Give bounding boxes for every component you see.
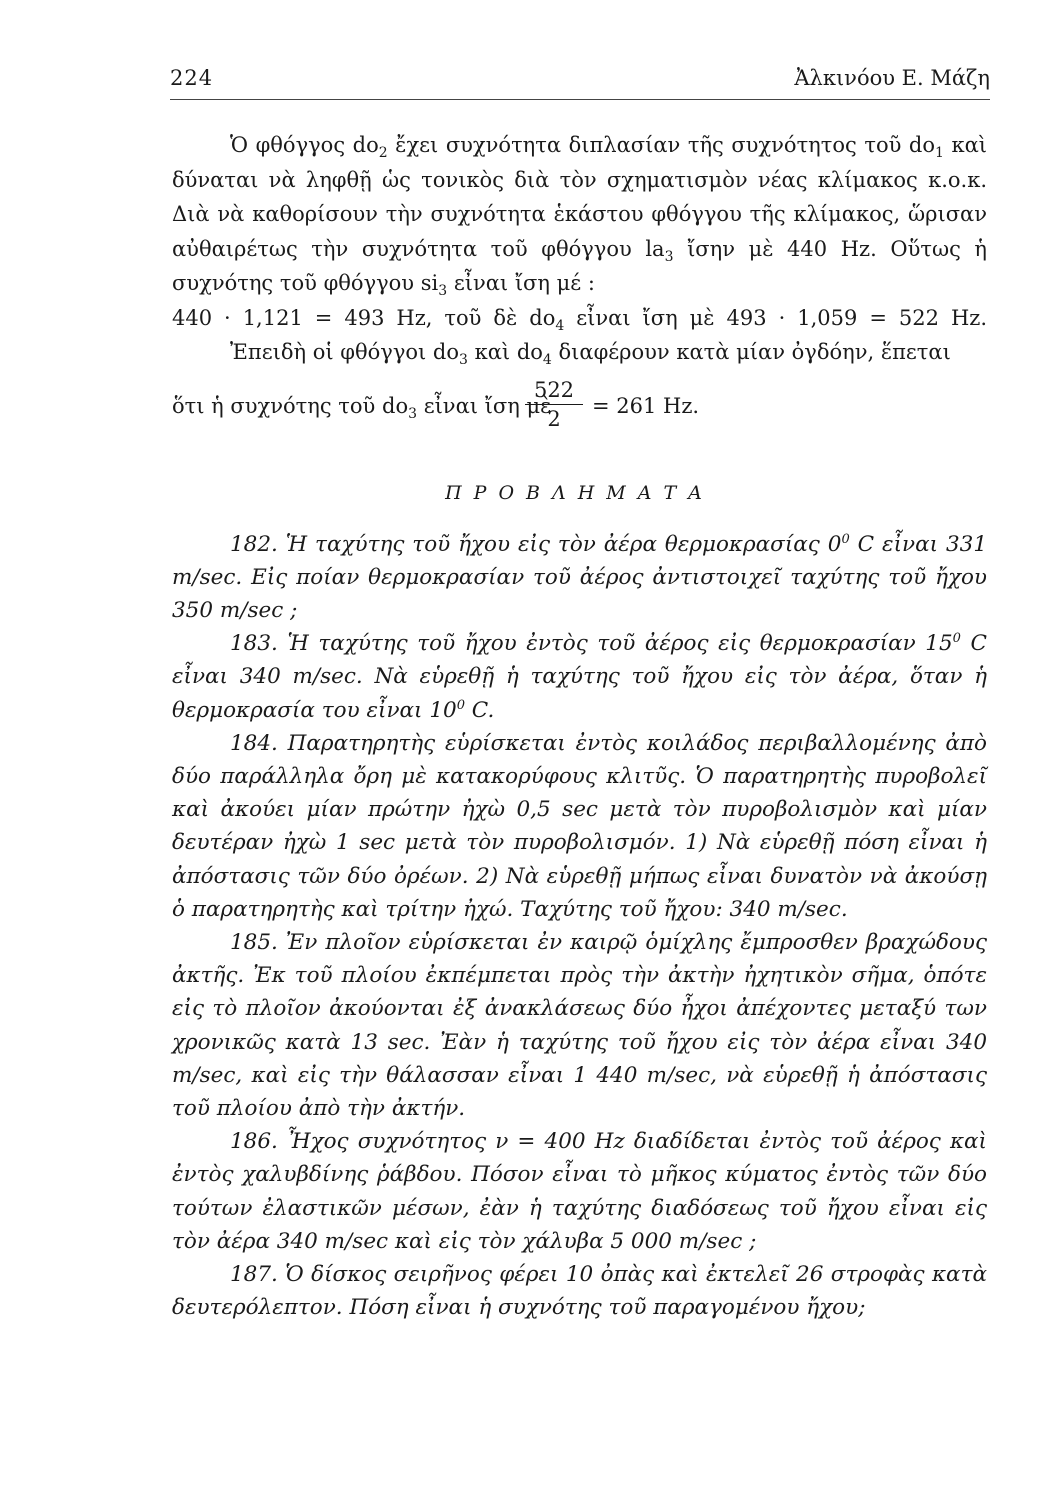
fraction-equation bbox=[172, 376, 987, 436]
intro-calculation: 440 · 1,121 = 493 Hz, τοῦ δὲ $do_4$ εἶναι ἴση μὲ 493 · 1,059 = 522 Hz. bbox=[172, 305, 987, 334]
intro-paragraph-1: Ὁ φθόγγος $do_2$ ἔχει συχνότητα διπλασίαν τῆς συχνότητος τοῦ $do_1$ καὶ δύναται νὰ ληφθῇ ὡς τονικὸς διὰ τὸν σχηματισμὸν νέας κλίμακος κ.ο.κ. Διὰ νὰ καθορίσουν τὴν συχνότητα ἑκάστου φθόγγου τῆς κλίμακος, ὥρισαν αὐθαιρέτως τὴν συχνότητα τοῦ φθόγγου $la_3$ ἴσην μὲ 440 Hz. Οὕτως ἡ συχνότης τοῦ φθόγγου $si_3$ εἶναι ἴση μέ : bbox=[172, 133, 987, 300]
fraction-lead-text: ὅτι ἡ συχνότης τοῦ $do_3$ εἶναι ἴση μὲ bbox=[172, 393, 552, 422]
problem-number: 184. bbox=[230, 730, 278, 756]
running-head-author: Ἀλκινόου Ε. Μάζη bbox=[794, 66, 990, 90]
fraction-numerator: 522 bbox=[525, 376, 583, 405]
page-body bbox=[172, 128, 987, 1324]
problem-number: 183. bbox=[230, 631, 278, 657]
fraction bbox=[525, 376, 583, 433]
fraction-result: = 261 Hz. bbox=[592, 393, 700, 418]
page-number: 224 bbox=[170, 66, 214, 90]
header-rule bbox=[170, 99, 990, 100]
section-title: ΠΡΟΒΛΗΜΑΤΑ bbox=[445, 481, 714, 504]
fraction-denominator: 2 bbox=[547, 406, 561, 431]
problem-184: 184. Παρατηρητὴς εὑρίσκεται ἐντὸς κοιλάδος περιβαλλομένης ἀπὸ δύο παράλληλα ὄρη μὲ κατακορύφους κλιτῦς. Ὁ παρατηρητὴς πυροβολεῖ καὶ ἀκούει μίαν πρώτην ἠχὼ 0,5 sec μετὰ τὸν πυροβολισμὸν καὶ μίαν δευτέραν ἠχὼ 1 sec μετὰ τὸν πυροβολισμόν. 1) Νὰ εὑρεθῇ πόση εἶναι ἡ ἀπόστασις τῶν δύο ὀρέων. 2) Νὰ εὑρεθῇ μήπως εἶναι δυνατὸν νὰ ἀκούσῃ ὁ παρατηρητὴς καὶ τρίτην ἠχώ. Ταχύτης τοῦ ἤχου: 340 m/sec. bbox=[172, 730, 987, 922]
problem-number: 187. bbox=[230, 1261, 278, 1287]
problem-185: 185. Ἐν πλοῖον εὑρίσκεται ἐν καιρῷ ὁμίχλης ἔμπροσθεν βραχώδους ἀκτῆς. Ἐκ τοῦ πλοίου ἐκπέμπεται πρὸς τὴν ἀκτὴν ἠχητικὸν σῆμα, ὁπότε εἰς τὸ πλοῖον ἀκούονται ἐξ ἀνακλάσεως δύο ἦχοι ἀπέχοντες μεταξύ των χρονικῶς κατὰ 13 sec. Ἐὰν ἡ ταχύτης τοῦ ἤχου εἰς τὸν ἀέρα εἶναι 340 m/sec, καὶ εἰς τὴν θάλασσαν εἶναι 1 440 m/sec, νὰ εὑρεθῇ ἡ ἀπόστασις τοῦ πλοίου ἀπὸ τὴν ἀκτήν. bbox=[172, 929, 987, 1121]
problem-186: 186. Ἦχος συχνότητος ν = 400 Hz διαδίδεται ἐντὸς τοῦ ἀέρος καὶ ἐντὸς χαλυβδίνης ῥάβδου. Πόσον εἶναι τὸ μῆκος κύματος ἐντὸς τῶν δύο τούτων ἐλαστικῶν μέσων, ἐὰν ἡ ταχύτης διαδόσεως τοῦ ἤχου εἶναι εἰς τὸν ἀέρα 340 m/sec καὶ εἰς τὸν χάλυβα 5 000 m/sec ; bbox=[172, 1129, 987, 1254]
problem-183: 183. Ἡ ταχύτης τοῦ ἤχου ἐντὸς τοῦ ἀέρος εἰς θερμοκρασίαν $15^0$ C εἶναι 340 m/sec. Νὰ εὑρεθῇ ἡ ταχύτης τοῦ ἤχου εἰς τὸν ἀέρα, ὅταν ἡ θερμοκρασία του εἶναι $10^0$ C. bbox=[172, 630, 987, 723]
problem-182: 182. Ἡ ταχύτης τοῦ ἤχου εἰς τὸν ἀέρα θερμοκρασίας $0^0$ C εἶναι 331 m/sec. Εἰς ποίαν θερμοκρασίαν τοῦ ἀέρος ἀντιστοιχεῖ ταχύτης τοῦ ἤχου 350 m/sec ; bbox=[172, 531, 987, 623]
problem-number: 182. bbox=[230, 531, 278, 557]
problem-187: 187. Ὁ δίσκος σειρῆνος φέρει 10 ὀπὰς καὶ ἐκτελεῖ 26 στροφὰς κατὰ δευτερόλεπτον. Πόση εἶναι ἡ συχνότης τοῦ παραγομένου ἤχου; bbox=[172, 1261, 987, 1321]
problem-number: 185. bbox=[230, 929, 278, 955]
intro-paragraph-2: Ἐπειδὴ οἱ φθόγγοι $do_3$ καὶ $do_4$ διαφέρουν κατὰ μίαν ὀγδόην, ἕπεται bbox=[230, 340, 951, 369]
problem-number: 186. bbox=[230, 1129, 278, 1155]
running-header bbox=[170, 66, 990, 106]
